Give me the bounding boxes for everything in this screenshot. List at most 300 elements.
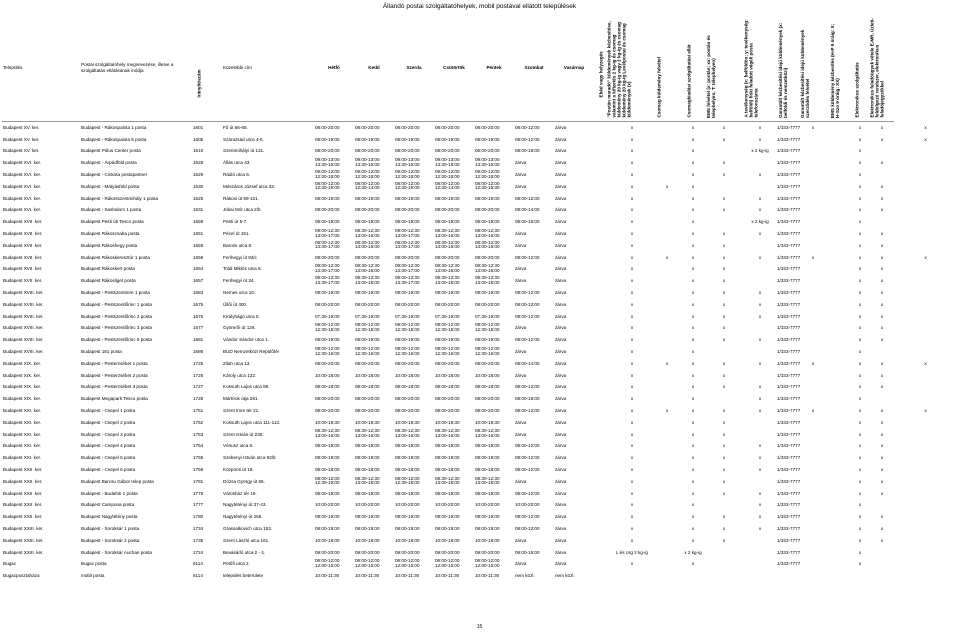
cell-nev: Budapest - Csepel 5 posta: [81, 455, 136, 461]
cell-service-5: x: [758, 337, 762, 343]
cell-telepules: Budapest XVII. ker.: [3, 242, 43, 248]
cell-service-3: x: [691, 561, 695, 567]
cell-service-4: x: [722, 242, 726, 248]
cell-irsz: 1628: [193, 160, 204, 166]
cell-telefon: 1/333-7777: [777, 313, 801, 319]
cell-extra-1: [798, 216, 828, 228]
table-row: [2, 346, 957, 358]
cell-service-3: x: [691, 278, 695, 284]
cell-extra-3: x: [858, 396, 862, 402]
cell-extra-2: [828, 487, 850, 499]
cell-extra-1: [798, 169, 828, 181]
cell-pentek: 08:30-12:30 13:00-16:00: [475, 428, 500, 439]
cell-telefon: 1/333-7777: [777, 396, 801, 402]
cell-service-5: x: [758, 195, 762, 201]
cell-telepules: Budapest XIX. ker.: [3, 396, 42, 402]
cell-extra-2: [828, 169, 850, 181]
cell-ebed: [594, 322, 612, 334]
cell-csutortok: 08:30-12:30 13:00-16:00: [435, 239, 460, 250]
cell-hetfo: 08:00-18:00: [315, 384, 340, 390]
cell-service-3: x: [691, 337, 695, 343]
cell-service-1: x: [630, 219, 634, 225]
cell-pentek: 08:00-19:00: [475, 455, 500, 461]
cell-irsz: 1780: [193, 514, 204, 520]
cell-telepules: Budapest XVII. ker.: [3, 266, 43, 272]
cell-nev: Budapest - Csepel 3 posta: [81, 431, 136, 437]
cell-service-1: x: [630, 136, 634, 142]
cell-irsz: 1654: [193, 266, 204, 272]
cell-kedd: 08:00-19:00: [355, 525, 380, 531]
cell-pentek: 08:00-19:00: [475, 514, 500, 520]
cell-szerda: 09:00-12:30 13:30-17:00: [395, 263, 420, 273]
cell-szombat: zárva: [515, 349, 527, 355]
cell-extra-5: [894, 322, 957, 334]
cell-extra-4: x: [880, 231, 884, 237]
cell-extra-5: [894, 346, 957, 358]
cell-szombat: zárva: [515, 419, 527, 425]
cell-extra-1: [798, 511, 828, 523]
cell-pentek: 08:30-12:30 13:00-16:00: [475, 263, 500, 273]
cell-extra-3: x: [858, 455, 862, 461]
cell-vasarnap: zárva: [555, 242, 567, 248]
cell-nev: Budapest Pesti úti Tesco posta: [81, 219, 144, 225]
cell-service-5: [744, 157, 776, 169]
cell-csutortok: 08:00-20:00: [435, 148, 460, 154]
cell-service-2: [652, 464, 682, 476]
cell-extra-2: [828, 157, 850, 169]
cell-extra-3: x: [858, 443, 862, 449]
cell-nev: Budapest - Soroksár Auchan posta: [81, 549, 152, 555]
cell-telepules: Budapest XXII. ker.: [3, 467, 43, 472]
cell-kedd: 08:00-20:00: [355, 207, 380, 213]
header-vasarnap: Vasárnap: [554, 14, 594, 122]
cell-szombat: 08:00-12:00: [515, 443, 540, 449]
cell-extra-5: [894, 523, 957, 535]
cell-telepules: Budapest XXII. ker.: [3, 502, 43, 508]
cell-telepules: Budapest XXI. ker.: [3, 408, 42, 414]
cell-service-5: x: [758, 467, 762, 472]
cell-extra-4: [870, 145, 894, 157]
cell-szerda: 09:00-12:30 13:00-17:00: [395, 239, 420, 250]
cell-service-5: x: [758, 136, 762, 142]
cell-kedd: 08:00-18:00: [355, 384, 380, 390]
cell-telefon: 1/333-7777: [777, 125, 801, 131]
cell-szombat: 08:00-12:00: [515, 467, 540, 472]
cell-service-4: x: [722, 478, 726, 484]
cell-telefon: 1/333-7777: [777, 160, 801, 166]
cell-csutortok: 08:00-19:00: [435, 443, 460, 449]
table-row: [2, 263, 957, 275]
cell-service-4: [704, 558, 744, 570]
cell-telefon: 1/333-7777: [777, 419, 801, 425]
cell-szerda: 09:00-12:00 12:30-18:00: [395, 168, 420, 179]
cell-service-5: [744, 416, 776, 428]
cell-extra-4: [870, 570, 894, 582]
cell-service-4: x: [722, 290, 726, 296]
cell-pentek: 08:00-20:00: [475, 125, 500, 131]
cell-service-1: x: [630, 254, 634, 260]
cell-service-1: x: [630, 478, 634, 484]
cell-nev: Budapest - Csepel 2 posta: [81, 419, 136, 425]
cell-kedd: 08:00-12:00 12:30-16:00: [355, 558, 380, 568]
cell-telepules: Budapest XVI. ker.: [3, 207, 42, 213]
cell-szombat: 08:00-14:00: [515, 207, 540, 213]
cell-extra-2: [828, 381, 850, 393]
cell-service-2: [652, 322, 682, 334]
cell-extra-1: [798, 145, 828, 157]
cell-vasarnap: zárva: [555, 195, 567, 201]
cell-hetfo: 08:00-12:00 12:30-16:00: [315, 345, 340, 356]
cell-extra-1: [798, 346, 828, 358]
cell-service-4: [704, 546, 744, 558]
cell-service-4: x: [722, 490, 726, 496]
cell-extra-4: x: [880, 443, 884, 449]
cell-pentek: 10:00-11:30: [475, 573, 500, 579]
cell-service-1: x: [630, 349, 634, 355]
cell-hetfo: 08:00-19:00: [315, 290, 340, 296]
cell-service-5: x: [758, 525, 762, 531]
cell-ebed: [594, 393, 612, 405]
cell-service-2: [652, 534, 682, 546]
cell-extra-3: x: [858, 172, 862, 178]
cell-service-2: [652, 558, 682, 570]
cell-service-3: x: [691, 419, 695, 425]
cell-service-5: x: [758, 514, 762, 520]
cell-szombat: zárva: [515, 431, 527, 437]
cell-szombat: 08:00-12:00: [515, 136, 540, 142]
cell-nev: Budapest - Pestszentlőrinc 3 posta: [81, 325, 152, 331]
cell-nev: Budapest - Csepel 1 posta: [81, 408, 136, 414]
cell-extra-4: x: [880, 431, 884, 437]
cell-extra-2: [828, 416, 850, 428]
cell-service-3: x: [691, 431, 695, 437]
cell-telefon: 1/333-7777: [777, 490, 801, 496]
cell-hetfo: 08:00-19:00: [315, 219, 340, 225]
cell-extra-5: [894, 487, 957, 499]
cell-szombat: 08:00-12:00: [515, 195, 540, 201]
cell-hetfo: 09:00-12:00 12:30-15:00: [315, 322, 340, 332]
cell-vasarnap: zárva: [555, 125, 567, 131]
cell-telepules: Budapest XXII. ker.: [3, 514, 43, 520]
cell-extra-4: [870, 346, 894, 358]
cell-kedd: 07:30-19:00: [355, 313, 380, 319]
cell-extra-1: [798, 133, 828, 145]
cell-service-1: x: [630, 313, 634, 319]
table-row: [2, 334, 957, 346]
cell-service-3: x: [691, 384, 695, 390]
cell-pentek: 10:00-20:00: [475, 502, 500, 508]
cell-service-4: x: [722, 278, 726, 284]
cell-vasarnap: zárva: [555, 172, 567, 178]
cell-hetfo: 10:00-11:30: [315, 573, 340, 579]
cell-extra-3: x: [858, 148, 862, 154]
cell-extra-3: x: [858, 478, 862, 484]
cell-vasarnap: zárva: [555, 467, 567, 472]
cell-extra-4: x: [880, 301, 884, 307]
cell-pentek: 06:00-20:00: [475, 148, 500, 154]
cell-szerda: 08:00-19:00: [395, 514, 420, 520]
cell-irsz: 1683: [193, 290, 204, 296]
cell-nev: Budapest Pólus Center posta: [81, 148, 141, 154]
cell-csutortok: 10:00-19:30: [435, 419, 460, 425]
cell-extra-2: [828, 393, 850, 405]
cell-extra-4: x: [880, 266, 884, 272]
cell-extra-2: [828, 534, 850, 546]
cell-cim: Szent László utca 161.: [223, 537, 270, 543]
cell-service-1: x: [630, 183, 634, 189]
cell-service-4: x: [722, 431, 726, 437]
cell-csutortok: 09:00-13:00 13:30-18:00: [435, 156, 460, 167]
cell-service-2: [652, 216, 682, 228]
cell-extra-3: x: [858, 360, 862, 366]
cell-service-3: x: [691, 514, 695, 520]
cell-irsz: 1605: [193, 136, 204, 142]
cell-nev: Budapest Rákoskert posta: [81, 266, 135, 272]
cell-extra-4: x: [880, 183, 884, 189]
cell-telefon: 1/333-7777: [777, 525, 801, 531]
cell-nev: Budapest - Soroksár 1 posta: [81, 525, 140, 531]
cell-pentek: 08:00-20:00: [475, 396, 500, 402]
cell-vasarnap: zárva: [555, 455, 567, 461]
cell-extra-5: [894, 464, 957, 476]
cell-ebed: [594, 464, 612, 476]
cell-service-3: x: [691, 242, 695, 248]
cell-extra-4: x: [880, 136, 884, 142]
cell-service-4: x: [722, 419, 726, 425]
cell-pentek: 08:00-12:00 12:30-16:00: [475, 558, 500, 568]
cell-hetfo: 08:00-19:00: [315, 443, 340, 449]
cell-ebed: [594, 511, 612, 523]
cell-extra-3: x: [858, 502, 862, 508]
cell-cim: Nemes utca 10.: [223, 290, 256, 296]
cell-szombat: 08:00-12:00: [515, 525, 540, 531]
cell-service-4: [704, 393, 744, 405]
cell-extra-3: x: [858, 490, 862, 496]
cell-szerda: 08:00-18:00: [395, 467, 420, 472]
cell-extra-2: [828, 334, 850, 346]
cell-szombat: zárva: [515, 537, 527, 543]
cell-hetfo: 08:30-12:30 13:00-16:00: [315, 428, 340, 439]
cell-vasarnap: zárva: [555, 525, 567, 531]
cell-irsz: 1755: [193, 455, 204, 461]
cell-telefon: 1/333-7777: [777, 136, 801, 142]
cell-cim: Gyömrői út 126.: [223, 325, 256, 331]
cell-hetfo: 08:00-20:00: [315, 360, 340, 366]
cell-kedd: 08:00-19:00: [355, 514, 380, 520]
cell-extra-1: [798, 322, 828, 334]
cell-extra-1: [798, 499, 828, 511]
cell-szerda: 09:00-12:00 12:30-15:00: [395, 322, 420, 332]
cell-cim: Ferihegyi út 34.: [223, 278, 255, 284]
table-row: [2, 228, 957, 240]
cell-vasarnap: zárva: [555, 301, 567, 307]
cell-extra-1: [798, 487, 828, 499]
cell-cim: Károly utca 132.: [223, 372, 257, 378]
cell-csutortok: 10:00-20:00: [435, 502, 460, 508]
header-nev: Postai szolgáltatóhely megnevezése, illetve a szolgáltatás ellátásának módja: [80, 14, 192, 122]
cell-extra-4: x: [880, 490, 884, 496]
cell-extra-3: x: [858, 290, 862, 296]
cell-extra-3: x: [858, 325, 862, 331]
cell-extra-2: [828, 369, 850, 381]
cell-telepules: Budapest XVII. ker.: [3, 278, 43, 284]
cell-hetfo: 08:00-19:00: [315, 490, 340, 496]
cell-irsz: 1753: [193, 431, 204, 437]
cell-ebed: [594, 310, 612, 322]
cell-service-4: [704, 216, 744, 228]
cell-extra-1: [798, 310, 828, 322]
cell-extra-5: [894, 204, 957, 216]
cell-nev: Budapest - Árpádföld posta: [81, 160, 137, 166]
cell-ebed: [594, 263, 612, 275]
cell-extra-3: x: [858, 278, 862, 284]
cell-hetfo: 10:00-18:00: [315, 537, 340, 543]
cell-telefon: 1/333-7777: [777, 455, 801, 461]
cell-ebed: [594, 405, 612, 417]
cell-pentek: 08:30-12:30 13:00-16:00: [475, 475, 500, 486]
cell-service-3: x: [691, 502, 695, 508]
cell-extra-2: [828, 192, 850, 204]
cell-vasarnap: zárva: [555, 290, 567, 296]
cell-extra-2: [828, 310, 850, 322]
cell-pentek: 08:00-19:00: [475, 337, 500, 343]
cell-szombat: 08:00-18:00: [515, 148, 540, 154]
cell-extra-5: [894, 157, 957, 169]
cell-telefon: 1/333-7777: [777, 443, 801, 449]
cell-telepules: Budapest XVI. ker.: [3, 183, 42, 189]
cell-telepules: Budapest XVII. ker.: [3, 254, 43, 260]
cell-extra-5: x: [924, 360, 927, 366]
cell-vasarnap: zárva: [555, 408, 567, 414]
cell-extra-5: [894, 298, 957, 310]
cell-extra-3: x: [858, 231, 862, 237]
cell-csutortok: 08:00-19:00: [435, 219, 460, 225]
cell-hetfo: 08:00-20:00: [315, 125, 340, 131]
cell-ebed: [594, 275, 612, 287]
cell-service-2: [652, 511, 682, 523]
cell-hetfo: 08:00-20:00: [315, 148, 340, 154]
cell-service-2: [652, 416, 682, 428]
cell-irsz: 1756: [193, 467, 204, 472]
table-row: [2, 570, 957, 582]
cell-szerda: 08:00-12:00 12:30-16:00: [395, 558, 420, 568]
cell-ebed: [594, 180, 612, 192]
cell-telefon: 1/333-7777: [777, 561, 801, 567]
cell-service-5: x: [758, 254, 762, 260]
cell-service-3: x: [691, 325, 695, 331]
cell-szombat: 08:00-12:00: [515, 490, 540, 496]
table-row: [2, 499, 957, 511]
cell-service-2: [652, 169, 682, 181]
cell-hetfo: 07:30-19:00: [315, 313, 340, 319]
cell-service-1: x: [630, 290, 634, 296]
cell-szombat: 08:00-18:00: [515, 396, 540, 402]
cell-hetfo: 08:00-20:00: [315, 207, 340, 213]
cell-cim: Mészáros József utca 33.: [223, 183, 276, 189]
cell-telepules: Budapest XXI. ker.: [3, 419, 42, 425]
cell-csutortok: 08:00-20:00: [435, 360, 460, 366]
cell-extra-2: [828, 145, 850, 157]
cell-szombat: zárva: [515, 478, 527, 484]
cell-szombat: 08:00-12:00: [515, 313, 540, 319]
cell-extra-2: [828, 322, 850, 334]
cell-kedd: 10:00-20:00: [355, 502, 380, 508]
cell-nev: Budapest - Sashalom 1 posta: [81, 207, 142, 213]
cell-szombat: nem közl.: [515, 573, 535, 579]
cell-nev: Budapest Rákoskeresztúr 1 posta: [81, 254, 150, 260]
cell-extra-3: x: [858, 514, 862, 520]
cell-nev: mobil posta: [81, 573, 105, 579]
cell-ebed: [594, 546, 612, 558]
cell-service-2: [652, 393, 682, 405]
cell-service-4: x: [722, 325, 726, 331]
cell-ebed: [594, 157, 612, 169]
cell-extra-1: [798, 287, 828, 299]
cell-service-3: x: [691, 148, 695, 154]
cell-service-3: x: [691, 231, 695, 237]
cell-pentek: 08:00-12:00 12:30-15:00: [475, 322, 500, 332]
cell-kedd: 10:00-18:00: [355, 537, 380, 543]
cell-szerda: 08:00-20:00: [395, 408, 420, 414]
cell-csutortok: 09:00-12:00 12:30-18:00: [435, 168, 460, 179]
cell-service-4: [704, 570, 744, 582]
cell-nev: Budapest - Rákosszentmihály 1 posta: [81, 195, 159, 201]
cell-extra-1: [798, 440, 828, 452]
table-row: [2, 122, 957, 134]
cell-hetfo: 09:00-12:30 13:00-17:00: [315, 227, 340, 238]
cell-extra-5: [894, 228, 957, 240]
cell-service-1: x: [630, 561, 634, 567]
cell-csutortok: 08:00-19:00: [435, 525, 460, 531]
cell-telepules: Budapest XVIII. ker.: [3, 337, 44, 343]
cell-pentek: 08:00-19:00: [475, 290, 500, 296]
header-elektronikus2: Elektronikus feladóügyek vétele E-MR, Üzleti- feldolgozó rendszer, elektronikus feladójegyzékkel: [870, 14, 894, 122]
table-row: [2, 169, 957, 181]
cell-vasarnap: zárva: [555, 231, 567, 237]
cell-pentek: 08:00-20:00: [475, 207, 500, 213]
table-row: [2, 357, 957, 369]
cell-service-4: x: [722, 301, 726, 307]
cell-szombat: zárva: [515, 325, 527, 331]
cell-service-3: x: [691, 290, 695, 296]
cell-nev: Budapest - Mátyásföld posta: [81, 183, 140, 189]
cell-szombat: zárva: [515, 160, 527, 166]
cell-szerda: 09:00-13:00 13:30-16:00: [395, 156, 420, 167]
cell-kedd: 08:00-12:00 12:30-16:00: [355, 345, 380, 356]
cell-szerda: 08:00-20:00: [395, 396, 420, 402]
cell-kedd: 08:00-20:00: [355, 360, 380, 366]
cell-cim: Mártírok útja 281.: [223, 396, 259, 402]
cell-hetfo: 08:00-12:00 12:30-19:00: [315, 475, 340, 486]
cell-szombat: 08:00-12:00: [515, 125, 540, 131]
cell-telefon: 1/333-7777: [777, 360, 801, 366]
cell-nev: Budapest - Csepel 4 posta: [81, 443, 136, 449]
header-ems-kezbesites: EMS küldemény kézbesítés (H-P 9 óráig: X; H-Szo 9 óráig: XX): [828, 14, 850, 122]
cell-service-5: [744, 546, 776, 558]
cell-hetfo: 08:00-20:00: [315, 301, 340, 307]
cell-extra-3: x: [858, 136, 862, 142]
cell-extra-4: x: [880, 537, 884, 543]
cell-pentek: 09:00-13:00 13:30-16:00: [475, 156, 500, 167]
cell-irsz: 1735: [193, 537, 204, 543]
table-row: [2, 145, 957, 157]
cell-pentek: 08:00-20:00: [475, 408, 500, 414]
cell-szombat: zárva: [515, 183, 527, 189]
cell-vasarnap: zárva: [555, 443, 567, 449]
cell-extra-1: x: [811, 408, 815, 414]
table-row: [2, 534, 957, 546]
cell-extra-3: x: [858, 160, 862, 166]
